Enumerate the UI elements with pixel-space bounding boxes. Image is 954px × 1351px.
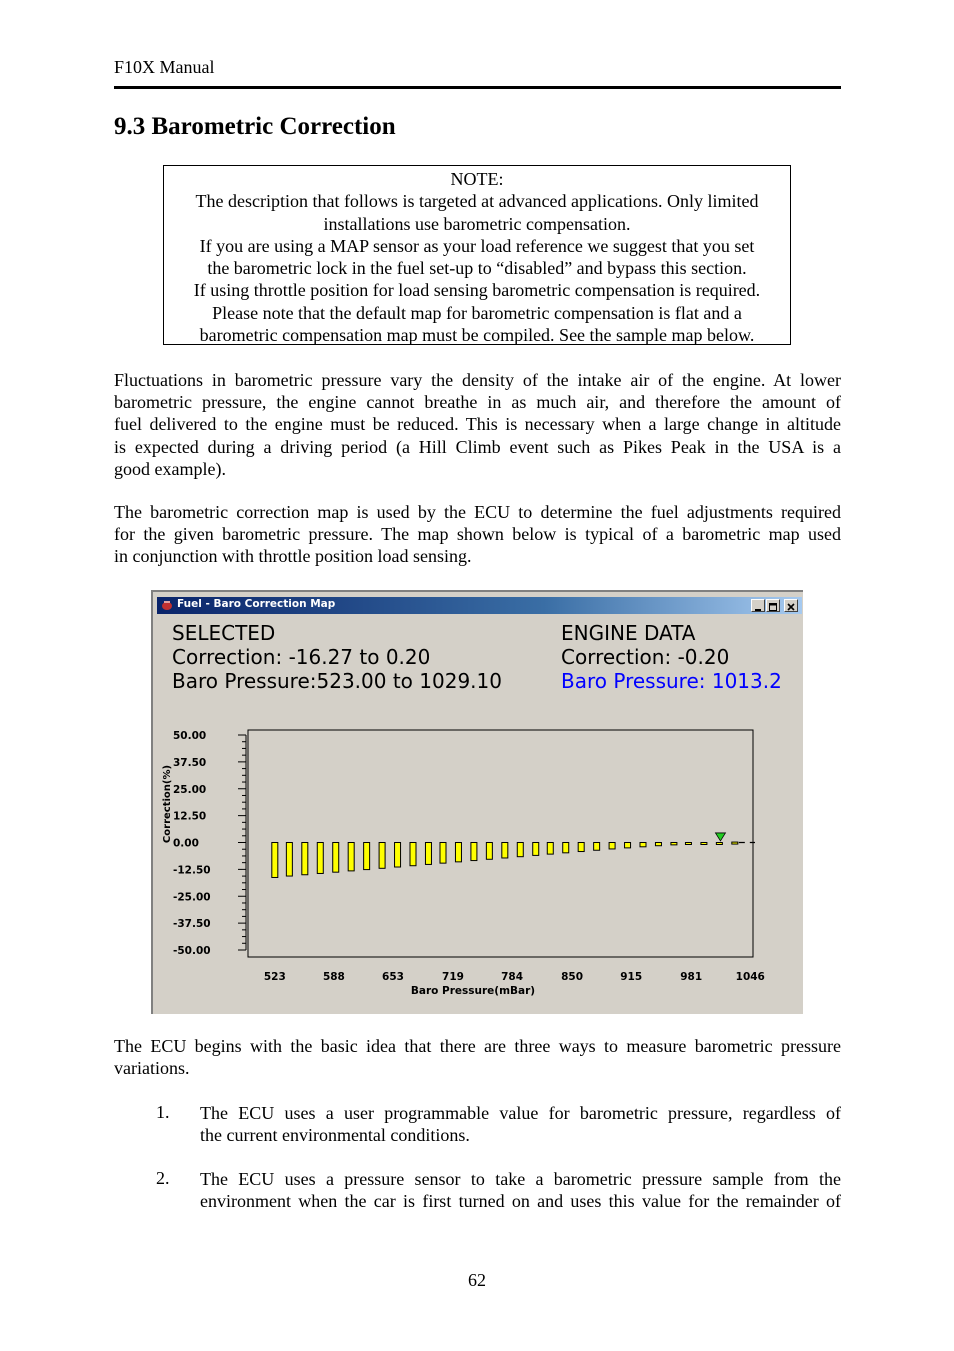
text-line: Fluctuations in barometric pressure vary the density of the intake air of the engine. At lower [114,370,841,390]
x-axis-label: Baro Pressure(mBar) [410,985,536,997]
text-line: The ECU uses a user programmable value for barometric pressure, regardless of [200,1103,841,1123]
data-bar[interactable] [379,843,385,869]
baro-correction-window [151,590,803,1014]
text-line: variations. [114,1058,190,1079]
text-line: fuel delivered to the engine must be reduced. This is necessary when a large change in altitude [114,414,841,435]
y-tick-label: -37.50 [173,918,211,931]
data-bar[interactable] [716,843,722,845]
data-bar[interactable] [563,843,569,853]
text-line: barometric pressure, the engine cannot breathe in as much air, and therefore the amount of [114,392,841,413]
header-rule [114,86,841,89]
section-title: 9.3 Barometric Correction [114,113,396,140]
data-bar[interactable] [272,843,278,878]
data-bar[interactable] [732,842,738,844]
y-tick-label: 25.00 [173,783,207,796]
page-number: 62 [468,1270,486,1290]
note-box [163,165,791,345]
data-bar[interactable] [286,843,292,877]
text-line: The barometric correction map is used by the ECU to determine the fuel adjustments required [114,502,841,522]
note-line: barometric compensation map must be compiled. See the sample map below. [199,325,755,346]
x-tick-label: 1046 [735,971,765,983]
data-bar[interactable] [671,843,677,845]
list-item [200,1168,841,1212]
text-line: environment when the car is first turned on and uses this value for the remainder of [200,1191,841,1212]
data-bar[interactable] [486,843,492,860]
data-bar[interactable] [425,843,431,865]
data-bar[interactable] [517,843,523,857]
data-bar[interactable] [578,843,584,852]
y-tick-label: -12.50 [173,864,211,877]
note-line: The description that follows is targeted at advanced applications. Only limited [195,191,759,212]
list-number: 1. [156,1102,170,1122]
y-tick-label: -50.00 [173,945,211,957]
y-axis-label: Correction(%) [162,764,173,844]
data-bar[interactable] [609,843,615,849]
data-bar[interactable] [348,843,354,871]
y-tick-label: 12.50 [173,810,207,823]
data-bar[interactable] [364,843,370,870]
x-tick-label: 588 [322,971,345,983]
data-bar[interactable] [594,843,600,851]
list-number: 2. [156,1168,170,1188]
y-tick-label: 50.00 [173,730,207,742]
note-line: installations use barometric compensation. [323,213,631,234]
text-line: good example). [114,458,226,479]
x-tick-label: 653 [382,971,404,983]
paragraph-methods-intro [114,1035,841,1079]
selected-heading: SELECTED [172,621,276,645]
x-tick-label: 850 [561,971,584,983]
data-bar[interactable] [701,843,707,845]
y-axis-ticks [173,730,246,957]
data-bar[interactable] [685,843,691,845]
data-bar[interactable] [502,843,508,858]
y-tick-label: 37.50 [173,756,207,769]
selected-correction: Correction: -16.27 to 0.20 [172,645,431,669]
data-bar[interactable] [640,843,646,847]
x-tick-label: 784 [501,971,524,983]
text-line: in conjunction with throttle position load sensing. [114,546,472,567]
data-bar[interactable] [440,843,446,864]
text-line: The ECU uses a pressure sensor to take a barometric pressure sample from the [200,1169,841,1189]
data-bar[interactable] [302,843,308,875]
engine-heading: ENGINE DATA [561,621,696,645]
running-header: F10X Manual [114,57,215,77]
x-axis-ticks [264,971,765,983]
data-bar[interactable] [471,843,477,861]
data-bar[interactable] [455,843,461,862]
note-line: NOTE: [450,169,504,189]
text-line: The ECU begins with the basic idea that there are three ways to measure barometric pressure [114,1036,841,1056]
note-line: the barometric lock in the fuel set-up to “disabled” and bypass this section. [207,258,747,279]
text-line: the current environmental conditions. [200,1125,470,1146]
note-line: If you are using a MAP sensor as your load reference we suggest that you set [199,235,755,256]
data-bar[interactable] [625,843,631,848]
list-item [200,1102,841,1146]
x-tick-label: 915 [620,971,643,983]
data-bar[interactable] [333,843,339,873]
data-bar[interactable] [655,843,661,846]
paragraph-map-usage [114,501,841,568]
x-tick-label: 981 [680,971,703,983]
data-bar[interactable] [317,843,323,874]
note-line: Please note that the default map for barometric compensation is flat and a [212,302,742,323]
data-bar[interactable] [395,843,401,868]
y-tick-label: -25.00 [173,891,211,904]
data-bar[interactable] [533,843,539,856]
selected-baro: Baro Pressure:523.00 to 1029.10 [172,669,502,693]
x-tick-label: 523 [263,971,286,983]
paragraph-fluctuations [114,369,841,480]
note-line: If using throttle position for load sensing barometric compensation is required. [193,280,761,301]
y-tick-label: 0.00 [173,837,199,850]
text-line: for the given barometric pressure. The map shown below is typical of a barometric map used [114,524,841,545]
baro-correction-chart[interactable] [153,592,803,1014]
data-bar[interactable] [410,843,416,866]
engine-baro: Baro Pressure: 1013.2 [561,669,782,693]
text-line: is expected during a driving period (a Hill Climb event such as Pikes Peak in the USA is a [114,436,841,457]
engine-correction: Correction: -0.20 [561,645,730,669]
x-tick-label: 719 [442,971,464,983]
data-bar[interactable] [547,843,553,855]
window-title: Fuel - Baro Correction Map [177,598,336,610]
